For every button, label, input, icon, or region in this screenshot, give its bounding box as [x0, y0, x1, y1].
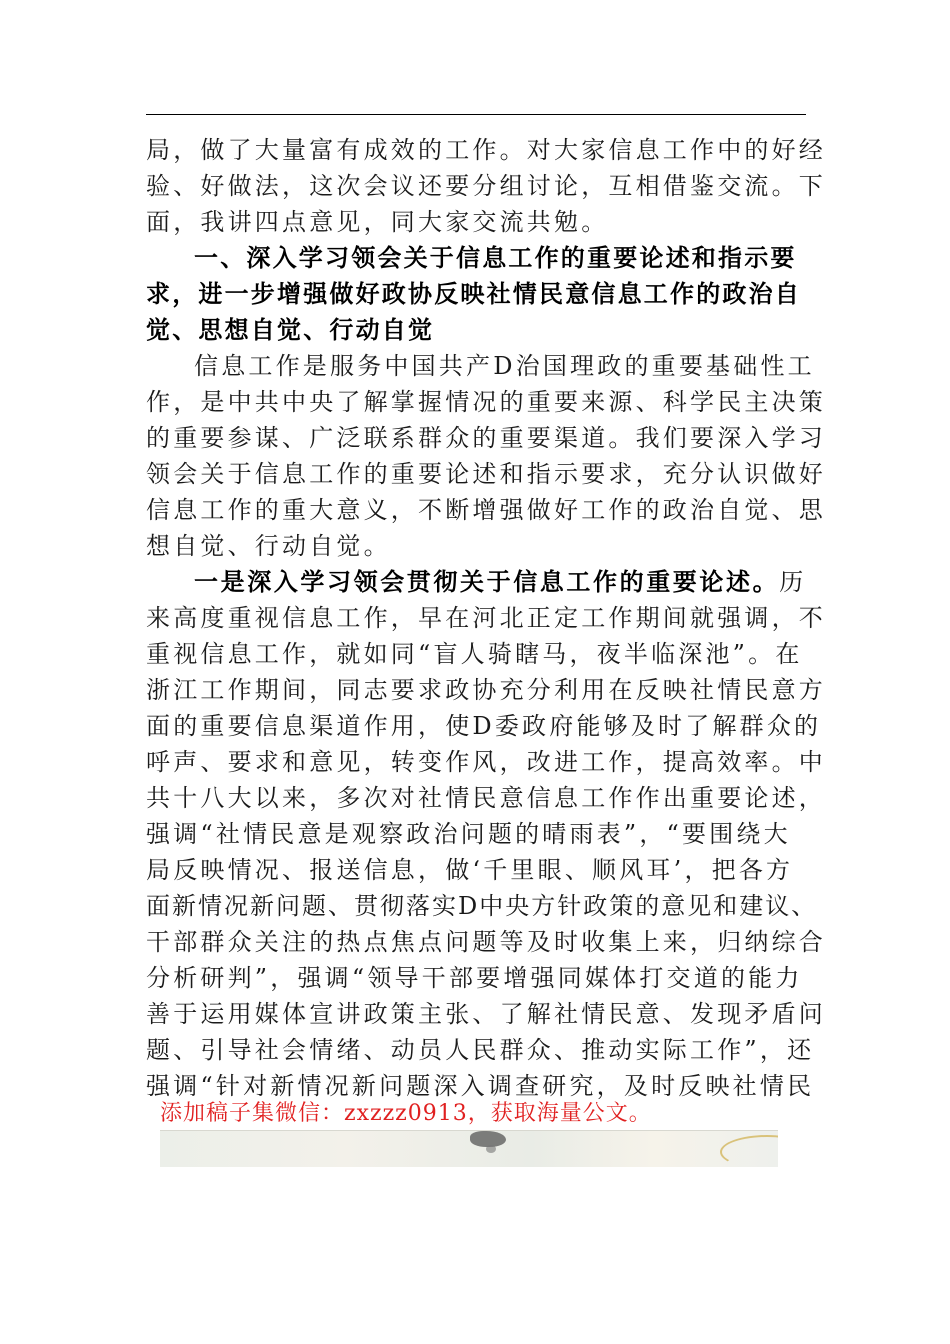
text-line: 局反映情况、报送信息，做‘千里眼、顺风耳’，把各方 — [146, 856, 794, 884]
text-line: 信息工作是服务中国共产D治国理政的重要基础性工 — [194, 352, 815, 380]
text-line: 信息工作的重大意义，不断增强做好工作的政治自觉、思 — [146, 496, 826, 524]
text-line: 来高度重视信息工作，早在河北正定工作期间就强调，不 — [146, 604, 826, 632]
header-rule — [146, 114, 806, 115]
ink-blot-decoration — [486, 1145, 496, 1153]
text-line: 想自觉、行动自觉。 — [146, 532, 391, 560]
wave-decoration — [720, 1135, 778, 1167]
text-line: 分析研判”，强调“领导干部要增强同媒体打交道的能力 — [146, 964, 803, 992]
text-line: 的重要参谋、广泛联系群众的重要渠道。我们要深入学习 — [146, 424, 826, 452]
text-line: 呼声、要求和意见，转变作风，改进工作，提高效率。中 — [146, 748, 826, 776]
text-line: 面的重要信息渠道作用，使D委政府能够及时了解群众的 — [146, 712, 822, 740]
text-line: 干部群众关注的热点焦点问题等及时收集上来，归纳综合 — [146, 928, 826, 956]
text-line: 领会关于信息工作的重要论述和指示要求，充分认识做好 — [146, 460, 826, 488]
footer-promo-text: 添加稿子集微信：zxzzz0913，获取海量公文。 — [160, 1101, 652, 1126]
text-line: 浙江工作期间，同志要求政协充分利用在反映社情民意方 — [146, 676, 826, 704]
decorative-banner-image — [160, 1130, 778, 1167]
text-line: 共十八大以来，多次对社情民意信息工作作出重要论述， — [146, 784, 826, 812]
text-line: 强调“针对新情况新问题深入调查研究，及时反映社情民 — [146, 1072, 815, 1100]
text-line: 面，我讲四点意见，同大家交流共勉。 — [146, 208, 609, 236]
text-line: 题、引导社会情绪、动员人民群众、推动实际工作”，还 — [146, 1036, 815, 1064]
section-heading-line: 求，进一步增强做好政协反映社情民意信息工作的政治自 — [146, 280, 801, 308]
text-line: 局，做了大量富有成效的工作。对大家信息工作中的好经 — [146, 136, 826, 164]
text-line: 强调“社情民意是观察政治问题的晴雨表”，“要围绕大 — [146, 820, 791, 848]
section-heading-line: 一、深入学习领会关于信息工作的重要论述和指示要 — [194, 244, 797, 272]
text-line: 善于运用媒体宣讲政策主张、了解社情民意、发现矛盾问 — [146, 1000, 826, 1028]
text-span: 历 — [779, 568, 807, 596]
text-line: 验、好做法，这次会议还要分组讨论，互相借鉴交流。下 — [146, 172, 826, 200]
text-line: 作，是中共中央了解掌握情况的重要来源、科学民主决策 — [146, 388, 826, 416]
bold-lead-sentence: 一是深入学习领会贯彻关于信息工作的重要论述。 — [194, 568, 780, 596]
text-line: 重视信息工作，就如同“盲人骑瞎马，夜半临深池”。在 — [146, 640, 803, 668]
section-heading-line: 觉、思想自觉、行动自觉 — [146, 316, 435, 344]
text-line — [194, 564, 806, 600]
text-line: 面新情况新问题、贯彻落实D中央方针政策的意见和建议、 — [146, 892, 818, 920]
